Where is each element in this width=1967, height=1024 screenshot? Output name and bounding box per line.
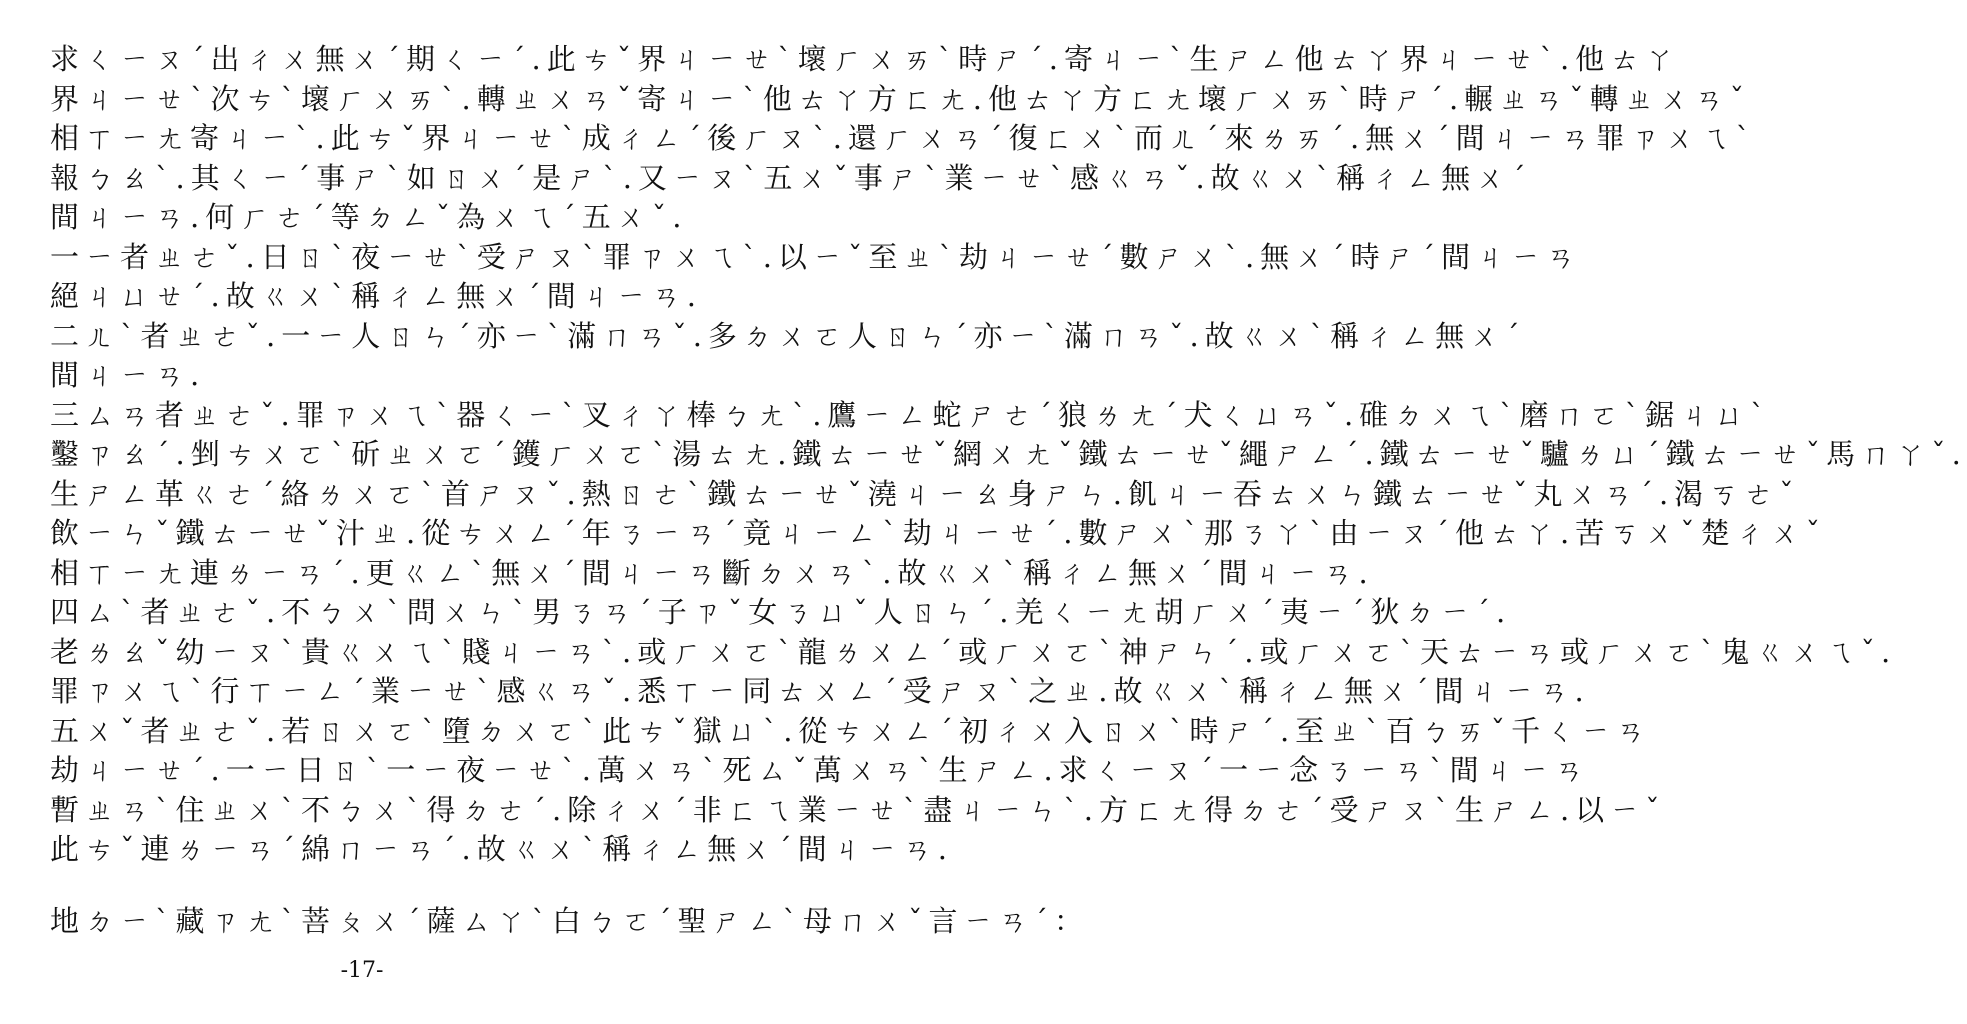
text-line: 罪ㄗㄨㄟˋ行ㄒㄧㄥˊ業ㄧㄝˋ感ㄍㄢˇ.悉ㄒㄧ同ㄊㄨㄥˊ受ㄕㄡˋ之ㄓ.故ㄍㄨˋ稱ㄔㄥ無ㄨˊ間ㄐㄧㄢ. [50,674,1590,708]
text-line: 此ㄘˇ連ㄌㄧㄢˊ綿ㄇㄧㄢˊ.故ㄍㄨˋ稱ㄔㄥ無ㄨˊ間ㄐㄧㄢ. [50,832,953,866]
text-line: 相ㄒㄧㄤ寄ㄐㄧˋ.此ㄘˇ界ㄐㄧㄝˋ成ㄔㄥˊ後ㄏㄡˋ.還ㄏㄨㄢˊ復ㄈㄨˋ而ㄦˊ來ㄌㄞˊ.無ㄨˊ間ㄐㄧㄢ罪ㄗㄨㄟˋ [50,121,1757,155]
text-line: 飲ㄧㄣˇ鐵ㄊㄧㄝˇ汁ㄓ.從ㄘㄨㄥˊ年ㄋㄧㄢˊ竟ㄐㄧㄥˋ劫ㄐㄧㄝˊ.數ㄕㄨˋ那ㄋㄚˋ由ㄧㄡˊ他ㄊㄚ.苦ㄎㄨˇ楚ㄔㄨˇ [50,516,1827,550]
text-line: 二ㄦˋ者ㄓㄜˇ.一ㄧ人ㄖㄣˊ亦ㄧˋ滿ㄇㄢˇ.多ㄉㄨㄛ人ㄖㄣˊ亦ㄧˋ滿ㄇㄢˇ.故ㄍㄨˋ稱ㄔㄥ無ㄨˊ [50,318,1526,353]
text-line: 一ㄧ者ㄓㄜˇ.日ㄖˋ夜ㄧㄝˋ受ㄕㄡˋ罪ㄗㄨㄟˋ.以ㄧˇ至ㄓˋ劫ㄐㄧㄝˊ數ㄕㄨˋ.無ㄨˊ時ㄕˊ間ㄐㄧㄢ [50,239,1582,274]
page-number: -17- [340,958,384,983]
section-heading-line: 地ㄉㄧˋ藏ㄗㄤˋ菩ㄆㄨˊ薩ㄙㄚˋ白ㄅㄛˊ聖ㄕㄥˋ母ㄇㄨˇ言ㄧㄢˊ： [50,903,1090,938]
text-line: 生ㄕㄥ革ㄍㄜˊ絡ㄌㄨㄛˋ首ㄕㄡˇ.熱ㄖㄜˋ鐵ㄊㄧㄝˇ澆ㄐㄧㄠ身ㄕㄣ.飢ㄐㄧ吞ㄊㄨㄣ鐵ㄊㄧㄝˇ丸ㄨㄢˊ.渴ㄎㄜˇ [50,476,1800,511]
text-line: 報ㄅㄠˋ.其ㄑㄧˊ事ㄕˋ如ㄖㄨˊ是ㄕˋ.又ㄧㄡˋ五ㄨˇ事ㄕˋ業ㄧㄝˋ感ㄍㄢˇ.故ㄍㄨˋ稱ㄔㄥ無ㄨˊ [50,160,1532,195]
text-line: 老ㄌㄠˇ幼ㄧㄡˋ貴ㄍㄨㄟˋ賤ㄐㄧㄢˋ.或ㄏㄨㄛˋ龍ㄌㄨㄥˊ或ㄏㄨㄛˋ神ㄕㄣˊ.或ㄏㄨㄛˋ天ㄊㄧㄢ或ㄏㄨㄛˋ鬼ㄍㄨㄟˇ. [50,634,1897,669]
text-line: 絕ㄐㄩㄝˊ.故ㄍㄨˋ稱ㄔㄥ無ㄨˊ間ㄐㄧㄢ. [50,279,702,313]
text-line: 暫ㄓㄢˋ住ㄓㄨˋ不ㄅㄨˋ得ㄉㄜˊ.除ㄔㄨˊ非ㄈㄟ業ㄧㄝˋ盡ㄐㄧㄣˋ.方ㄈㄤ得ㄉㄜˊ受ㄕㄡˋ生ㄕㄥ.以ㄧˇ [50,792,1666,827]
text-line: 間ㄐㄧㄢ. [50,358,206,392]
text-line: 劫ㄐㄧㄝˊ.一ㄧ日ㄖˋ一ㄧ夜ㄧㄝˋ.萬ㄨㄢˋ死ㄙˇ萬ㄨㄢˋ生ㄕㄥ.求ㄑㄧㄡˊ一ㄧ念ㄋㄧㄢˋ間ㄐㄧㄢ [50,753,1590,787]
text-line: 三ㄙㄢ者ㄓㄜˇ.罪ㄗㄨㄟˋ器ㄑㄧˋ叉ㄔㄚ棒ㄅㄤˋ.鷹ㄧㄥ蛇ㄕㄜˊ狼ㄌㄤˊ犬ㄑㄩㄢˇ.碓ㄉㄨㄟˋ磨ㄇㄛˋ鋸ㄐㄩˋ [50,397,1771,432]
text-line: 間ㄐㄧㄢ.何ㄏㄜˊ等ㄉㄥˇ為ㄨㄟˊ五ㄨˇ. [50,200,688,234]
text-line: 求ㄑㄧㄡˊ出ㄔㄨ無ㄨˊ期ㄑㄧˊ.此ㄘˇ界ㄐㄧㄝˋ壞ㄏㄨㄞˋ時ㄕˊ.寄ㄐㄧˋ生ㄕㄥ他ㄊㄚ界ㄐㄧㄝˋ.他ㄊㄚ [50,42,1681,76]
text-line: 四ㄙˋ者ㄓㄜˇ.不ㄅㄨˋ問ㄨㄣˋ男ㄋㄢˊ子ㄗˇ女ㄋㄩˇ人ㄖㄣˊ.羌ㄑㄧㄤ胡ㄏㄨˊ夷ㄧˊ狄ㄉㄧˊ. [50,595,1512,629]
text-line: 界ㄐㄧㄝˋ次ㄘˋ壞ㄏㄨㄞˋ.轉ㄓㄨㄢˇ寄ㄐㄧˋ他ㄊㄚ方ㄈㄤ.他ㄊㄚ方ㄈㄤ壞ㄏㄨㄞˋ時ㄕˊ.輾ㄓㄢˇ轉ㄓㄨㄢˇ [50,81,1751,116]
text-line: 五ㄨˇ者ㄓㄜˇ.若ㄖㄨㄛˋ墮ㄉㄨㄛˋ此ㄘˇ獄ㄩˋ.從ㄘㄨㄥˊ初ㄔㄨ入ㄖㄨˋ時ㄕˊ.至ㄓˋ百ㄅㄞˇ千ㄑㄧㄢ [50,713,1652,748]
text-line: 鑿ㄗㄠˊ.剉ㄘㄨㄛˋ斫ㄓㄨㄛˊ鑊ㄏㄨㄛˋ湯ㄊㄤ.鐵ㄊㄧㄝˇ網ㄨㄤˇ鐵ㄊㄧㄝˇ繩ㄕㄥˊ.鐵ㄊㄧㄝˇ驢ㄌㄩˊ鐵ㄊㄧㄝˇ馬ㄇㄚˇ. [50,437,1967,471]
scripture-text [50,40,1967,941]
text-line: 相ㄒㄧㄤ連ㄌㄧㄢˊ.更ㄍㄥˋ無ㄨˊ間ㄐㄧㄢ斷ㄉㄨㄢˋ.故ㄍㄨˋ稱ㄔㄥ無ㄨˊ間ㄐㄧㄢ. [50,555,1374,590]
